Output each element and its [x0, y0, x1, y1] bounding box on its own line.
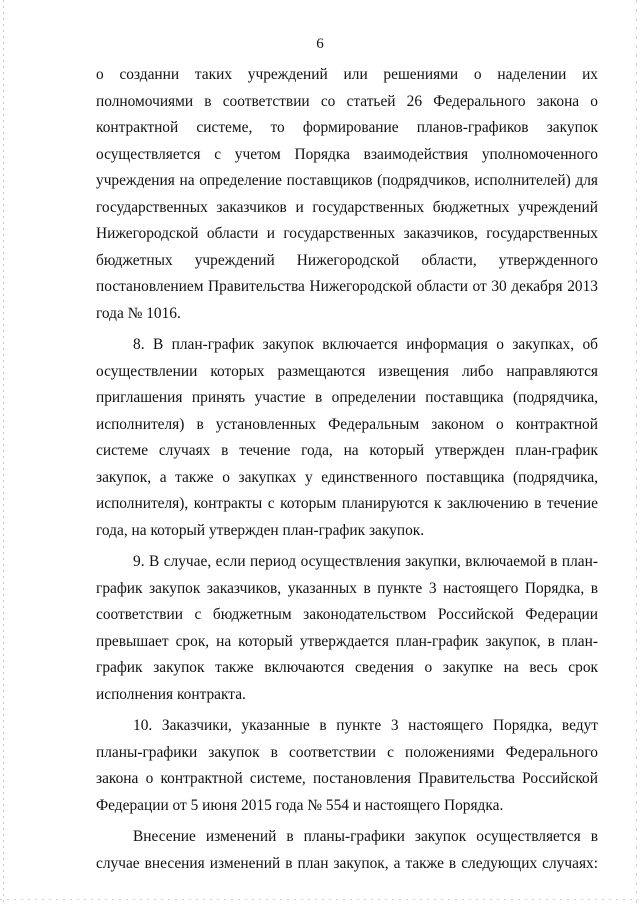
- text-line: полномочиями в соответствии со статьей 26 Федерального закона о: [96, 92, 598, 110]
- text-line: года № 1016.: [96, 304, 181, 322]
- text-line: исполнения контракта.: [96, 685, 246, 703]
- text-line: государственных заказчиков и государственных бюджетных учреждений: [96, 198, 598, 216]
- text-line: исполнителя) в установленных Федеральным законом о контрактной: [96, 415, 598, 433]
- text-line: учреждения на определение поставщиков (подрядчиков, исполнителей) для: [96, 172, 598, 189]
- text-line: 9. В случае, если период осуществления закупки, включаемой в план-: [133, 553, 598, 570]
- text-line: года, на который утвержден план-график закупок.: [96, 521, 425, 539]
- text-line: закона о контрактной системе, постановления Правительства Российской: [96, 770, 598, 787]
- text-line: Внесение изменений в планы-графики закупок осуществляется в: [133, 828, 598, 845]
- text-line: график закупок также включаются сведения о закупке на весь срок: [96, 659, 598, 676]
- text-line: закупок, а также о закупках у единственного поставщика (подрядчика,: [96, 468, 598, 486]
- text-line: Нижегородской области и государственных заказчиков, государственных: [96, 225, 598, 242]
- text-line: планы-графики закупок в соответствии с положениями Федерального: [96, 743, 598, 761]
- text-line: исполнителя), контракты с которым планируются к заключению в течение: [96, 495, 598, 512]
- scan-edge-bottom: [0, 899, 640, 900]
- text-line: осуществлении которых размещаются извещения либо направляются: [96, 362, 598, 380]
- text-line: системе случаях в течение года, на который утвержден план-график: [96, 442, 598, 459]
- scan-edge-left: [3, 0, 4, 905]
- text-line: случае внесения изменений в план закупок, а также в следующих случаях:: [96, 854, 598, 872]
- text-line: превышает срок, на который утверждается план-график закупок, в план-: [96, 632, 598, 650]
- text-line: Федерации от 5 июня 2015 года № 554 и настоящего Порядка.: [96, 796, 504, 814]
- text-line: бюджетных учреждений Нижегородской области, утвержденного: [96, 251, 598, 269]
- text-line: соответствии с бюджетным законодательством Российской Федерации: [96, 606, 598, 623]
- scan-edge-right: [636, 0, 637, 905]
- text-line: осуществляется с учетом Порядка взаимодействия уполномоченного: [96, 145, 598, 163]
- page-number: 6: [316, 36, 324, 52]
- text-line: 10. Заказчики, указанные в пункте 3 настоящего Порядка, ведут: [133, 717, 598, 734]
- text-line: контрактной системе, то формирование планов-графиков закупок: [96, 119, 598, 136]
- document-body: [96, 62, 598, 877]
- text-line: график закупок заказчиков, указанных в пункте 3 настоящего Порядка, в: [96, 579, 598, 597]
- text-line: о созданни таких учреждений или решениями о наделении их: [96, 66, 598, 83]
- text-line: 8. В план-график закупок включается информация о закупках, об: [133, 336, 598, 353]
- text-line: постановлением Правительства Нижегородской области от 30 декабря 2013: [96, 278, 598, 295]
- text-line: приглашения принять участие в определении поставщика (подрядчика,: [96, 389, 598, 406]
